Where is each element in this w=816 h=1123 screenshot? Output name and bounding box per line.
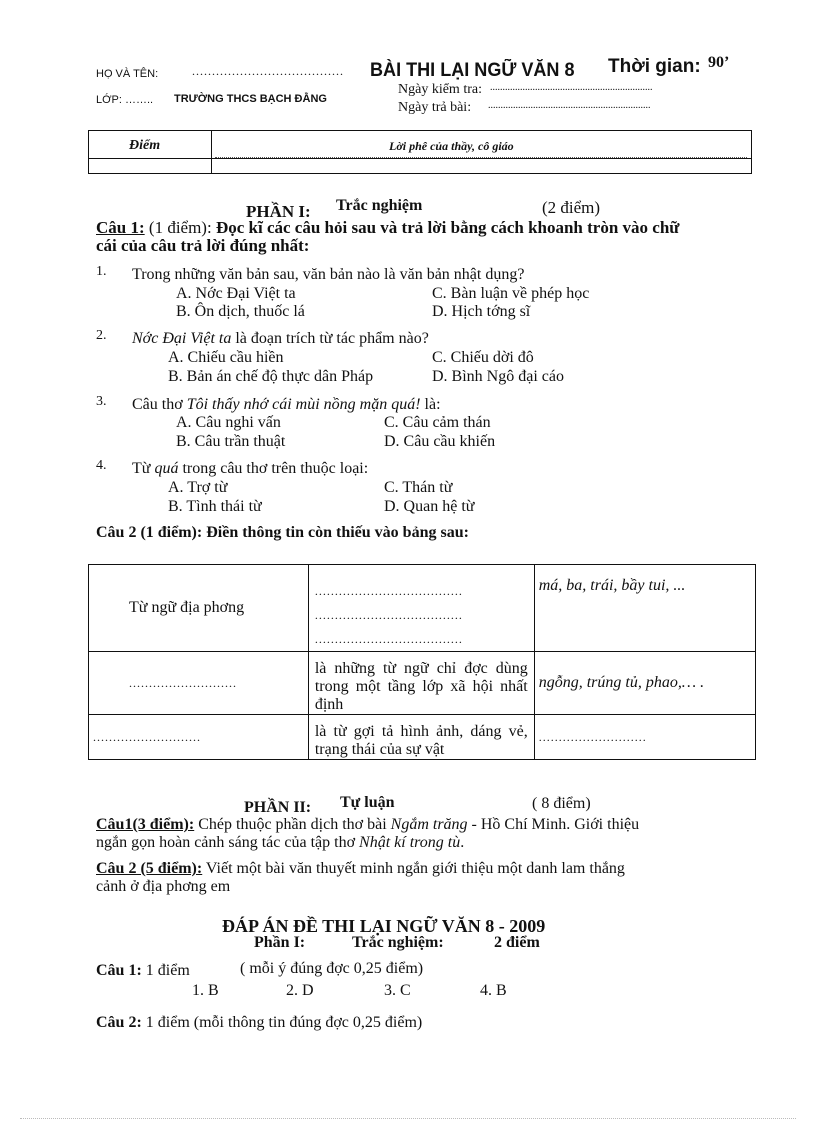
option-b[interactable]: B. Bản án chế độ thực dân Pháp <box>168 368 374 385</box>
option-c[interactable]: C. Câu cảm thán <box>384 414 491 431</box>
option-a[interactable]: A. Chiếu cầu hiền <box>168 349 284 366</box>
option-d[interactable]: D. Câu cầu khiến <box>384 433 496 450</box>
answer-c2: Câu 2: 1 điểm (mỗi thông tin đúng đợc 0,25 điểm) <box>96 1014 423 1031</box>
school-name: TRƯỜNG THCS BẠCH ĐẰNG <box>174 93 327 105</box>
table-cell <box>308 652 534 715</box>
table-cell <box>89 565 309 652</box>
time-value: 90’ <box>708 54 730 71</box>
cell-blank[interactable]: ..................................... <box>314 632 463 646</box>
table-cell <box>534 652 755 715</box>
option-a[interactable]: A. Câu nghi vấn <box>176 414 281 431</box>
score-label: Điểm <box>129 138 161 153</box>
item-question: Câu thơ Tôi thấy nhớ cái mùi nồng mặn quá! là: <box>132 396 441 413</box>
cell-blank[interactable]: ........................... <box>93 730 201 744</box>
answer-part1-sub: Trắc nghiệm: <box>352 934 444 951</box>
part2-points: ( 8 điểm) <box>532 795 591 812</box>
table-cell[interactable] <box>89 652 309 715</box>
part2-subtitle: Tự luận <box>340 794 395 811</box>
cell-blank[interactable]: ..................................... <box>314 584 463 598</box>
cell-blank[interactable]: ........................... <box>538 730 647 744</box>
class-label: LỚP: …….. <box>96 94 154 106</box>
option-b[interactable]: B. Ôn dịch, thuốc lá <box>176 303 305 320</box>
name-blank[interactable]: ...................................... <box>192 64 344 78</box>
part2-q1: Câu1(3 điểm): Chép thuộc phần dịch thơ bài Ngắm trăng - Hồ Chí Minh. Giới thiệu <box>96 816 640 833</box>
table-cell[interactable] <box>534 715 755 760</box>
answer-part1-label: Phần I: <box>254 934 306 951</box>
option-d[interactable]: D. Hịch tớng sĩ <box>432 303 531 320</box>
name-label: HỌ VÀ TÊN: <box>96 68 159 80</box>
table-cell <box>534 565 755 652</box>
answer-item: 3. C <box>384 982 411 999</box>
option-a[interactable]: A. Trợ từ <box>168 479 228 496</box>
table-cell[interactable] <box>308 565 534 652</box>
page-footer-line <box>20 1118 796 1119</box>
option-d[interactable]: D. Bình Ngô đại cáo <box>432 368 564 385</box>
answer-key-title: ĐÁP ÁN ĐỀ THI LẠI NGỮ VĂN 8 - 2009 <box>222 916 546 936</box>
part2-q2-cont: cảnh ở địa phơng em <box>96 878 231 895</box>
cell-text: má, ba, trái, bầy tui, ... <box>538 577 686 594</box>
part2-q2: Câu 2 (5 điểm): Viết một bài văn thuyết minh ngắn giới thiệu một danh lam thắng <box>96 860 625 877</box>
item-number: 4. <box>96 458 107 473</box>
answer-item: 4. B <box>480 982 507 999</box>
option-c[interactable]: C. Bàn luận về phép học <box>432 285 590 302</box>
part2-title: PHẦN II: <box>244 799 312 816</box>
cell-text: ngỗng, trúng tủ, phao,… . <box>538 674 705 691</box>
item-number: 2. <box>96 328 107 343</box>
option-c[interactable]: C. Thán từ <box>384 479 453 496</box>
fill-in-table <box>88 564 756 760</box>
item-question: Trong những văn bản sau, văn bản nào là văn bản nhật dụng? <box>132 266 525 283</box>
cell-blank[interactable]: ........................... <box>129 676 237 690</box>
table-cell[interactable] <box>89 715 309 760</box>
cell-text: Từ ngữ địa phơng <box>129 599 245 616</box>
item-question: Nớc Đại Việt ta là đoạn trích từ tác phẩm nào? <box>132 330 429 347</box>
answer-item: 1. B <box>192 982 219 999</box>
return-date-blank[interactable]: ................................................................. <box>488 100 651 111</box>
option-b[interactable]: B. Tình thái từ <box>168 498 262 515</box>
answer-c1: Câu 1: 1 điểm <box>96 962 190 979</box>
part1-subtitle: Trắc nghiệm <box>336 197 423 214</box>
cell-text: là những từ ngữ chỉ đợc dùng trong một tầng lớp xã hội nhất định <box>314 660 528 713</box>
score-box <box>88 130 752 174</box>
part1-title: PHẦN I: <box>246 202 311 221</box>
exam-title: BÀI THI LẠI NGỮ VĂN 8 <box>370 60 575 81</box>
part1-points: (2 điểm) <box>542 198 601 217</box>
option-a[interactable]: A. Nớc Đại Việt ta <box>176 285 296 302</box>
comment-label: Lời phê của thầy, cô giáo <box>389 139 514 153</box>
answer-part1-points: 2 điểm <box>494 934 540 951</box>
part2-q1-cont: ngắn gọn hoàn cảnh sáng tác của tập thơ Nhật kí trong tù. <box>96 834 465 851</box>
part1-q2-heading: Câu 2 (1 điểm): Điền thông tin còn thiếu vào bảng sau: <box>96 524 469 541</box>
option-b[interactable]: B. Câu trần thuật <box>176 433 286 450</box>
exam-date-blank[interactable]: ................................................................. <box>490 82 653 93</box>
option-d[interactable]: D. Quan hệ từ <box>384 498 475 515</box>
time-label: Thời gian: <box>608 56 701 77</box>
table-cell <box>308 715 534 760</box>
item-question: Từ quá trong câu thơ trên thuộc loại: <box>132 460 369 477</box>
item-number: 1. <box>96 264 107 279</box>
answer-item: 2. D <box>286 982 314 999</box>
option-c[interactable]: C. Chiếu dời đô <box>432 349 534 366</box>
return-date-label: Ngày trả bài: <box>398 100 472 115</box>
part1-q1-heading: Câu 1: (1 điểm): Đọc kĩ các câu hỏi sau và trả lời bằng cách khoanh tròn vào chữ <box>96 218 680 237</box>
cell-text: là từ gợi tả hình ảnh, dáng vẻ, trạng thái của sự vật <box>314 723 528 758</box>
answer-c1-note: ( mỗi ý đúng đợc 0,25 điểm) <box>240 960 424 977</box>
exam-date-label: Ngày kiểm tra: <box>398 82 482 97</box>
part1-q1-instruction: cái của câu trả lời đúng nhất: <box>96 236 310 255</box>
item-number: 3. <box>96 394 107 409</box>
cell-blank[interactable]: ..................................... <box>314 608 463 622</box>
